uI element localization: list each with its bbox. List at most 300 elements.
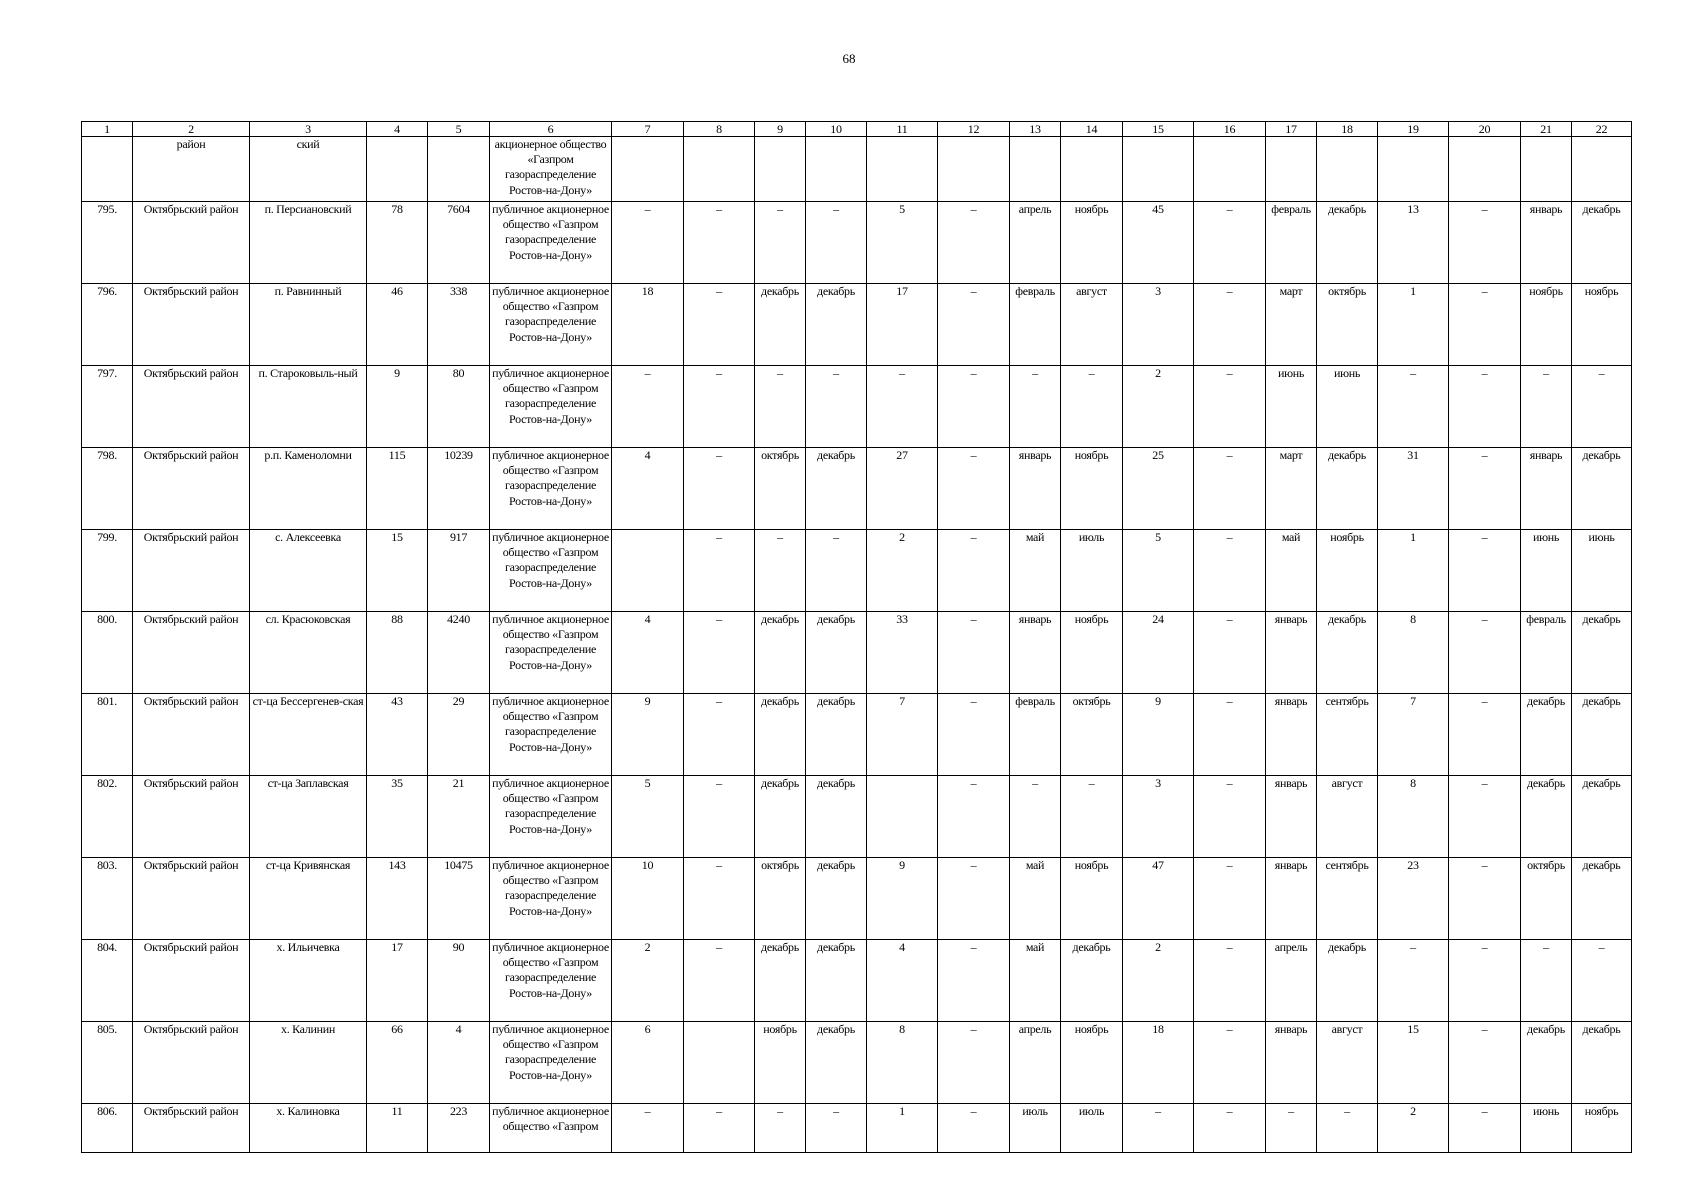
cell-17: июнь (1266, 366, 1317, 448)
cell-org: публичное акционерное общество «Газпром газораспределение Ростов-на-Дону» (490, 202, 612, 284)
cell-10 (806, 137, 867, 202)
cell-19: – (1378, 366, 1449, 448)
cell-district: Октябрьский район (133, 1022, 250, 1104)
cell-10: – (806, 202, 867, 284)
cell-11 (867, 776, 938, 858)
cell-18: июнь (1317, 366, 1378, 448)
cell-13: февраль (1010, 284, 1061, 366)
cell-22: декабрь (1572, 448, 1632, 530)
cell-12: – (938, 284, 1010, 366)
cell-16: – (1194, 366, 1266, 448)
cell-16: – (1194, 530, 1266, 612)
cell-18: сентябрь (1317, 858, 1378, 940)
cell-district: Октябрьский район (133, 530, 250, 612)
cell-num: 804. (82, 940, 133, 1022)
cell-22 (1572, 137, 1632, 202)
cell-10: декабрь (806, 284, 867, 366)
cell-district: Октябрьский район (133, 202, 250, 284)
cell-9: – (755, 1104, 806, 1153)
cell-4: 17 (367, 940, 428, 1022)
cell-org: публичное акционерное общество «Газпром газораспределение Ростов-на-Дону» (490, 694, 612, 776)
cell-16: – (1194, 1104, 1266, 1153)
cell-21: июнь (1521, 1104, 1572, 1153)
cell-19: 8 (1378, 776, 1449, 858)
cell-11 (867, 137, 938, 202)
cell-15: 9 (1123, 694, 1194, 776)
cell-org: публичное акционерное общество «Газпром газораспределение Ростов-на-Дону» (490, 1022, 612, 1104)
cell-15: 5 (1123, 530, 1194, 612)
cell-12: – (938, 1022, 1010, 1104)
table-row (82, 448, 1632, 530)
cell-org: публичное акционерное общество «Газпром газораспределение Ростов-на-Дону» (490, 530, 612, 612)
cell-12: – (938, 530, 1010, 612)
cell-9 (755, 137, 806, 202)
cell-20: – (1449, 1022, 1521, 1104)
cell-21: июнь (1521, 530, 1572, 612)
cell-14: ноябрь (1061, 858, 1123, 940)
column-header: 18 (1317, 122, 1378, 137)
cell-4: 88 (367, 612, 428, 694)
cell-9: – (755, 530, 806, 612)
column-header: 22 (1572, 122, 1632, 137)
column-header: 21 (1521, 122, 1572, 137)
cell-12: – (938, 366, 1010, 448)
cell-17: март (1266, 448, 1317, 530)
column-header: 12 (938, 122, 1010, 137)
cell-10: – (806, 530, 867, 612)
cell-8: – (684, 284, 755, 366)
cell-4: 143 (367, 858, 428, 940)
column-header: 2 (133, 122, 250, 137)
cell-18: декабрь (1317, 940, 1378, 1022)
cell-22: ноябрь (1572, 284, 1632, 366)
cell-13: – (1010, 776, 1061, 858)
cell-20: – (1449, 366, 1521, 448)
cell-7: – (612, 202, 684, 284)
cell-16: – (1194, 284, 1266, 366)
table-row (82, 1104, 1632, 1153)
page-number: 68 (842, 51, 856, 66)
cell-4 (367, 137, 428, 202)
column-header: 19 (1378, 122, 1449, 137)
cell-num: 806. (82, 1104, 133, 1153)
cell-15: 24 (1123, 612, 1194, 694)
cell-7: 9 (612, 694, 684, 776)
cell-9: декабрь (755, 694, 806, 776)
cell-8 (684, 1022, 755, 1104)
cell-12: – (938, 776, 1010, 858)
cell-settlement: п. Персиановский (250, 202, 367, 284)
cell-13: май (1010, 530, 1061, 612)
column-header: 20 (1449, 122, 1521, 137)
cell-district: Октябрьский район (133, 858, 250, 940)
column-header: 13 (1010, 122, 1061, 137)
cell-12: – (938, 612, 1010, 694)
table-row (82, 202, 1632, 284)
cell-21: февраль (1521, 612, 1572, 694)
cell-22: декабрь (1572, 858, 1632, 940)
cell-8: – (684, 776, 755, 858)
cell-15: 3 (1123, 284, 1194, 366)
cell-5: 4 (428, 1022, 490, 1104)
cell-18: октябрь (1317, 284, 1378, 366)
cell-10: декабрь (806, 940, 867, 1022)
cell-settlement: ст-ца Кривянская (250, 858, 367, 940)
column-header: 10 (806, 122, 867, 137)
data-table (81, 121, 1632, 1153)
cell-5: 21 (428, 776, 490, 858)
cell-13 (1010, 137, 1061, 202)
column-header: 17 (1266, 122, 1317, 137)
column-header: 15 (1123, 122, 1194, 137)
cell-settlement: ст-ца Заплавская (250, 776, 367, 858)
cell-settlement: ст-ца Бессергенев-ская (250, 694, 367, 776)
cell-20: – (1449, 858, 1521, 940)
cell-19: 8 (1378, 612, 1449, 694)
table-row (82, 694, 1632, 776)
cell-18: декабрь (1317, 202, 1378, 284)
cell-12: – (938, 858, 1010, 940)
cell-12: – (938, 202, 1010, 284)
cell-org: публичное акционерное общество «Газпром газораспределение Ростов-на-Дону» (490, 776, 612, 858)
cell-num: 797. (82, 366, 133, 448)
cell-settlement: п. Староковыль-ный (250, 366, 367, 448)
cell-21: декабрь (1521, 1022, 1572, 1104)
column-header: 14 (1061, 122, 1123, 137)
cell-19: – (1378, 940, 1449, 1022)
table-row-continuation (82, 137, 1632, 202)
table-row (82, 530, 1632, 612)
cell-13: июль (1010, 1104, 1061, 1153)
cell-9: декабрь (755, 612, 806, 694)
cell-13: май (1010, 858, 1061, 940)
cell-10: декабрь (806, 694, 867, 776)
cell-21: январь (1521, 448, 1572, 530)
cell-11: 5 (867, 202, 938, 284)
cell-18: август (1317, 776, 1378, 858)
cell-5: 7604 (428, 202, 490, 284)
cell-22: декабрь (1572, 776, 1632, 858)
cell-16: – (1194, 858, 1266, 940)
cell-21: декабрь (1521, 694, 1572, 776)
cell-18: август (1317, 1022, 1378, 1104)
cell-7: 4 (612, 448, 684, 530)
cell-20: – (1449, 448, 1521, 530)
cell-7 (612, 530, 684, 612)
cell-13: февраль (1010, 694, 1061, 776)
cell-14: август (1061, 284, 1123, 366)
cell-14: ноябрь (1061, 612, 1123, 694)
cell-7: 18 (612, 284, 684, 366)
cell-8: – (684, 448, 755, 530)
cell-19: 23 (1378, 858, 1449, 940)
cell-10: – (806, 366, 867, 448)
cell-8: – (684, 530, 755, 612)
cell-settlement: х. Калинин (250, 1022, 367, 1104)
cell-14: – (1061, 366, 1123, 448)
cell-22: – (1572, 366, 1632, 448)
cell-15: 45 (1123, 202, 1194, 284)
cell-org: публичное акционерное общество «Газпром газораспределение Ростов-на-Дону» (490, 858, 612, 940)
cell-5: 338 (428, 284, 490, 366)
cell-10: – (806, 1104, 867, 1153)
cell-13: – (1010, 366, 1061, 448)
cell-16: – (1194, 694, 1266, 776)
cell-13: январь (1010, 448, 1061, 530)
cell-16: – (1194, 776, 1266, 858)
cell-district: Октябрьский район (133, 776, 250, 858)
cell-19: 1 (1378, 530, 1449, 612)
cell-num: 799. (82, 530, 133, 612)
cell-8: – (684, 202, 755, 284)
cell-18: – (1317, 1104, 1378, 1153)
cell-settlement: р.п. Каменоломни (250, 448, 367, 530)
cell-12: – (938, 694, 1010, 776)
cell-16: – (1194, 612, 1266, 694)
column-header: 7 (612, 122, 684, 137)
cell-settlement: х. Калиновка (250, 1104, 367, 1153)
column-header: 4 (367, 122, 428, 137)
cell-18: ноябрь (1317, 530, 1378, 612)
cell-19: 31 (1378, 448, 1449, 530)
cell-11: 33 (867, 612, 938, 694)
cell-org: публичное акционерное общество «Газпром газораспределение Ростов-на-Дону» (490, 448, 612, 530)
cell-4: 66 (367, 1022, 428, 1104)
cell-num: 802. (82, 776, 133, 858)
cell-settlement: х. Ильичевка (250, 940, 367, 1022)
cell-8 (684, 137, 755, 202)
cell-org: публичное акционерное общество «Газпром газораспределение Ростов-на-Дону» (490, 940, 612, 1022)
cell-num: 800. (82, 612, 133, 694)
cell-4: 35 (367, 776, 428, 858)
table-row (82, 366, 1632, 448)
cell-7: 4 (612, 612, 684, 694)
cell-14: октябрь (1061, 694, 1123, 776)
column-header: 1 (82, 122, 133, 137)
cell-20: – (1449, 202, 1521, 284)
cell-settlement: сл. Красюковская (250, 612, 367, 694)
cell-21: январь (1521, 202, 1572, 284)
cell-22: декабрь (1572, 612, 1632, 694)
column-header: 11 (867, 122, 938, 137)
cell-7 (612, 137, 684, 202)
cell-19: 15 (1378, 1022, 1449, 1104)
cell-10: декабрь (806, 1022, 867, 1104)
cell-11: 17 (867, 284, 938, 366)
cell-9: октябрь (755, 858, 806, 940)
cell-org: публичное акционерное общество «Газпром газораспределение Ростов-на-Дону» (490, 366, 612, 448)
cell-7: – (612, 1104, 684, 1153)
cell-num: 801. (82, 694, 133, 776)
cell-14: июль (1061, 1104, 1123, 1153)
cell-15: 3 (1123, 776, 1194, 858)
cell-district: Октябрьский район (133, 448, 250, 530)
cell-21: – (1521, 940, 1572, 1022)
cell-5 (428, 137, 490, 202)
cell-19 (1378, 137, 1449, 202)
cell-4: 11 (367, 1104, 428, 1153)
cell-15: – (1123, 1104, 1194, 1153)
column-header: 9 (755, 122, 806, 137)
cell-17: – (1266, 1104, 1317, 1153)
cell-15: 47 (1123, 858, 1194, 940)
cell-num (82, 137, 133, 202)
column-header: 16 (1194, 122, 1266, 137)
cell-17: апрель (1266, 940, 1317, 1022)
table-row (82, 284, 1632, 366)
table-row (82, 1022, 1632, 1104)
cell-11: 27 (867, 448, 938, 530)
cell-22: ноябрь (1572, 1104, 1632, 1153)
cell-14: ноябрь (1061, 202, 1123, 284)
cell-9: декабрь (755, 940, 806, 1022)
cell-settlement: п. Равнинный (250, 284, 367, 366)
cell-21 (1521, 137, 1572, 202)
cell-num: 796. (82, 284, 133, 366)
cell-5: 80 (428, 366, 490, 448)
column-header: 8 (684, 122, 755, 137)
cell-num: 803. (82, 858, 133, 940)
cell-22: декабрь (1572, 1022, 1632, 1104)
cell-7: – (612, 366, 684, 448)
cell-17: январь (1266, 776, 1317, 858)
cell-15: 18 (1123, 1022, 1194, 1104)
cell-11: 1 (867, 1104, 938, 1153)
cell-16 (1194, 137, 1266, 202)
cell-8: – (684, 612, 755, 694)
cell-16: – (1194, 202, 1266, 284)
cell-11: 2 (867, 530, 938, 612)
cell-17: январь (1266, 694, 1317, 776)
cell-13: апрель (1010, 1022, 1061, 1104)
cell-8: – (684, 694, 755, 776)
cell-5: 10239 (428, 448, 490, 530)
cell-9: – (755, 366, 806, 448)
cell-17: май (1266, 530, 1317, 612)
cell-7: 6 (612, 1022, 684, 1104)
cell-21: декабрь (1521, 776, 1572, 858)
cell-18 (1317, 137, 1378, 202)
cell-4: 78 (367, 202, 428, 284)
cell-20: – (1449, 940, 1521, 1022)
cell-12: – (938, 448, 1010, 530)
cell-20: – (1449, 284, 1521, 366)
cell-15: 2 (1123, 940, 1194, 1022)
cell-18: декабрь (1317, 612, 1378, 694)
cell-14: июль (1061, 530, 1123, 612)
cell-14: – (1061, 776, 1123, 858)
cell-16: – (1194, 448, 1266, 530)
cell-21: – (1521, 366, 1572, 448)
cell-org: публичное акционерное общество «Газпром (490, 1104, 612, 1153)
cell-11: 9 (867, 858, 938, 940)
table-header-row (82, 122, 1632, 137)
cell-num: 798. (82, 448, 133, 530)
cell-4: 15 (367, 530, 428, 612)
cell-org: публичное акционерное общество «Газпром газораспределение Ростов-на-Дону» (490, 284, 612, 366)
cell-district: Октябрьский район (133, 694, 250, 776)
cell-district: район (133, 137, 250, 202)
cell-org: акционерное общество «Газпром газораспределение Ростов-на-Дону» (490, 137, 612, 202)
cell-20 (1449, 137, 1521, 202)
cell-7: 5 (612, 776, 684, 858)
cell-district: Октябрьский район (133, 1104, 250, 1153)
cell-14 (1061, 137, 1123, 202)
cell-22: июнь (1572, 530, 1632, 612)
cell-9: декабрь (755, 776, 806, 858)
cell-9: октябрь (755, 448, 806, 530)
table-row (82, 612, 1632, 694)
cell-8: – (684, 1104, 755, 1153)
cell-14: ноябрь (1061, 448, 1123, 530)
cell-num: 795. (82, 202, 133, 284)
cell-7: 2 (612, 940, 684, 1022)
cell-18: сентябрь (1317, 694, 1378, 776)
cell-settlement: ский (250, 137, 367, 202)
column-header: 6 (490, 122, 612, 137)
cell-16: – (1194, 1022, 1266, 1104)
cell-17 (1266, 137, 1317, 202)
cell-11: – (867, 366, 938, 448)
table-row (82, 776, 1632, 858)
cell-15: 25 (1123, 448, 1194, 530)
cell-13: январь (1010, 612, 1061, 694)
cell-8: – (684, 940, 755, 1022)
cell-10: декабрь (806, 448, 867, 530)
cell-19: 1 (1378, 284, 1449, 366)
cell-19: 13 (1378, 202, 1449, 284)
table-row (82, 858, 1632, 940)
cell-11: 4 (867, 940, 938, 1022)
cell-22: – (1572, 940, 1632, 1022)
cell-22: декабрь (1572, 694, 1632, 776)
cell-num: 805. (82, 1022, 133, 1104)
cell-15 (1123, 137, 1194, 202)
cell-16: – (1194, 940, 1266, 1022)
cell-14: декабрь (1061, 940, 1123, 1022)
cell-10: декабрь (806, 612, 867, 694)
cell-11: 7 (867, 694, 938, 776)
cell-11: 8 (867, 1022, 938, 1104)
cell-4: 9 (367, 366, 428, 448)
cell-5: 90 (428, 940, 490, 1022)
cell-4: 46 (367, 284, 428, 366)
cell-5: 917 (428, 530, 490, 612)
cell-17: март (1266, 284, 1317, 366)
cell-20: – (1449, 612, 1521, 694)
cell-20: – (1449, 694, 1521, 776)
cell-8: – (684, 858, 755, 940)
cell-9: – (755, 202, 806, 284)
cell-12: – (938, 940, 1010, 1022)
cell-17: февраль (1266, 202, 1317, 284)
column-header: 5 (428, 122, 490, 137)
cell-settlement: с. Алексеевка (250, 530, 367, 612)
cell-13: май (1010, 940, 1061, 1022)
cell-21: октябрь (1521, 858, 1572, 940)
cell-22: декабрь (1572, 202, 1632, 284)
cell-12: – (938, 1104, 1010, 1153)
cell-5: 223 (428, 1104, 490, 1153)
cell-org: публичное акционерное общество «Газпром газораспределение Ростов-на-Дону» (490, 612, 612, 694)
cell-9: декабрь (755, 284, 806, 366)
cell-5: 29 (428, 694, 490, 776)
cell-district: Октябрьский район (133, 612, 250, 694)
cell-district: Октябрьский район (133, 366, 250, 448)
cell-20: – (1449, 776, 1521, 858)
cell-15: 2 (1123, 366, 1194, 448)
cell-district: Октябрьский район (133, 940, 250, 1022)
